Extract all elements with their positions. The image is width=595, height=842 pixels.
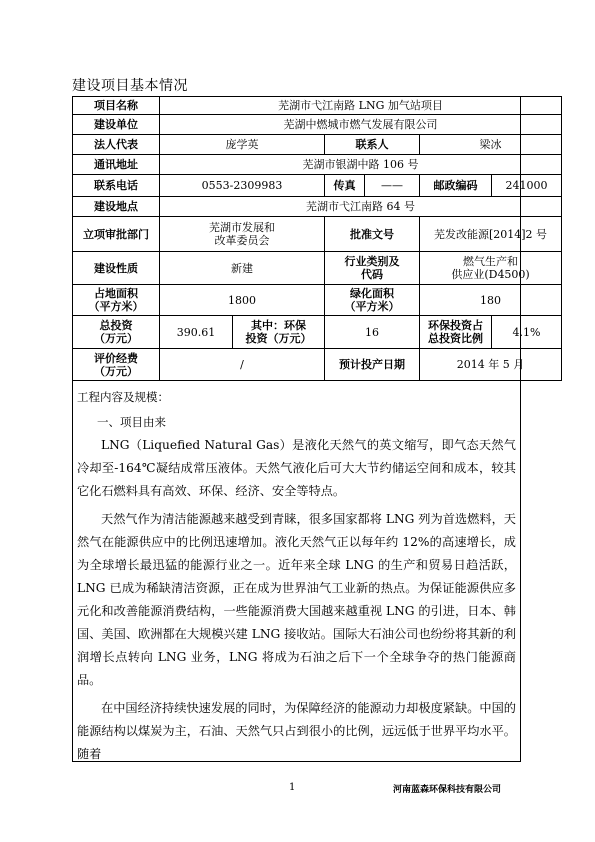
- project-name-value: 芜湖市弋江南路 LNG 加气站项目: [160, 97, 562, 115]
- production-date-label: 预计投产日期: [325, 349, 420, 381]
- env-ratio-label-line2: 总投资比例: [428, 332, 483, 345]
- area-label: [73, 285, 160, 316]
- env-invest-value: 16: [325, 316, 420, 349]
- content-heading: 工程内容及规模：: [77, 390, 169, 404]
- approval-dept-value: [160, 217, 325, 252]
- green-label-line2: （平方米）: [344, 300, 400, 313]
- invest-value: 390.61: [160, 316, 233, 349]
- page-number: 1: [289, 782, 296, 793]
- paragraph: 在中国经济持续快速发展的同时，为保障经济的能源动力却极度紧缺。中国的能源结构以煤炭为主，石油、天然气只占到很小的比例，远远低于世界平均水平。随着: [77, 701, 516, 761]
- invest-label-line2: （万元）: [94, 332, 138, 345]
- nature-value: 新建: [160, 252, 325, 285]
- builder-label: 建设单位: [73, 115, 160, 135]
- site-label: 建设地点: [73, 197, 160, 217]
- approval-dept-label: 立项审批部门: [73, 217, 160, 252]
- eval-fee-label: [73, 349, 160, 381]
- project-info-table: [72, 96, 562, 381]
- industry-value: [420, 252, 562, 285]
- production-date-value: 2014 年 5 月: [420, 349, 562, 381]
- address-label: 通讯地址: [73, 155, 160, 175]
- env-invest-label-line1: 其中：环保: [251, 319, 306, 332]
- env-invest-label: [233, 316, 325, 349]
- invest-label: [73, 316, 160, 349]
- area-label-line2: （平方米）: [88, 300, 144, 313]
- postcode-label: 邮政编码: [420, 175, 492, 197]
- approval-dept-line2: 改革委员会: [214, 234, 270, 247]
- industry-label: [325, 252, 420, 285]
- project-name-label: 项目名称: [73, 97, 160, 115]
- postcode-value: 241000: [492, 175, 562, 197]
- area-label-line1: 占地面积: [94, 287, 138, 300]
- builder-value: 芜湖中燃城市燃气发展有限公司: [160, 115, 562, 135]
- eval-fee-label-line2: （万元）: [94, 364, 138, 378]
- site-value: 芜湖市弋江南路 64 号: [160, 197, 562, 217]
- phone-value: 0553-2309983: [160, 175, 325, 197]
- nature-label: 建设性质: [73, 252, 160, 285]
- legal-rep-value: 庞学英: [160, 135, 325, 155]
- env-ratio-label-line1: 环保投资占: [428, 319, 483, 332]
- invest-label-line1: 总投资: [99, 319, 133, 332]
- paragraph: 天然气作为清洁能源越来越受到青睐，很多国家都将 LNG 列为首选燃料，天然气在能源供应中的比例迅速增加。液化天然气正以每年约 12%的高速增长，成为全球增长最迅猛的能源行业之一。近年来全球 LNG 的生产和贸易日趋活跃，LNG 已成为稀缺清洁资源，正在成为世界油气工业新的热点。为保证能源供应多元化和改善能源消费结构，一些能源消费大国越来越重视 LNG 的引进，日本、韩国、美国、欧洲都在大规模兴建 LNG 接收站。国际大石油公司也纷纷将其新的利润增长点转向 LNG 业务，LNG 将成为石油之后下一个全球争夺的热门能源商品。: [77, 512, 516, 687]
- fax-value: ——: [365, 175, 420, 197]
- fax-label: 传真: [325, 175, 365, 197]
- contact-value: 梁冰: [420, 135, 562, 155]
- industry-label-line1: 行业类别及: [344, 255, 400, 268]
- env-ratio-label: [420, 316, 492, 349]
- area-value: 1800: [160, 285, 325, 316]
- project-content: [73, 384, 520, 771]
- eval-fee-label-line1: 评价经费: [94, 351, 138, 365]
- green-label: [325, 285, 420, 316]
- footer-company: 河南蓝森环保科技有限公司: [393, 785, 502, 795]
- phone-label: 联系电话: [73, 175, 160, 197]
- industry-label-line2: 代码: [361, 268, 383, 281]
- contact-label: 联系人: [325, 135, 420, 155]
- approval-no-label: 批准文号: [325, 217, 420, 252]
- green-value: 180: [420, 285, 562, 316]
- env-invest-label-line2: 投资（万元）: [245, 332, 312, 345]
- industry-line1: 燃气生产和: [463, 255, 519, 268]
- eval-fee-value: /: [160, 349, 325, 381]
- address-value: 芜湖市银湖中路 106 号: [160, 155, 562, 175]
- env-ratio-value: 4.1%: [492, 316, 562, 349]
- industry-line2: 供应业(D4500): [451, 268, 530, 281]
- section-title: 建设项目基本情况: [72, 78, 188, 94]
- paragraph: LNG（Liquefied Natural Gas）是液化天然气的英文缩写，即气态天然气冷却至-164℃凝结成常压液体。天然气液化后可大大节约储运空间和成本，较其它化石燃料具有高效、环保、经济、安全等特点。: [77, 438, 516, 498]
- approval-no-value: 芜发改能源[2014]2 号: [420, 217, 562, 252]
- green-label-line1: 绿化面积: [350, 287, 394, 300]
- content-subheading: 一、项目由来: [97, 415, 166, 429]
- approval-dept-line1: 芜湖市发展和: [209, 221, 275, 234]
- legal-rep-label: 法人代表: [73, 135, 160, 155]
